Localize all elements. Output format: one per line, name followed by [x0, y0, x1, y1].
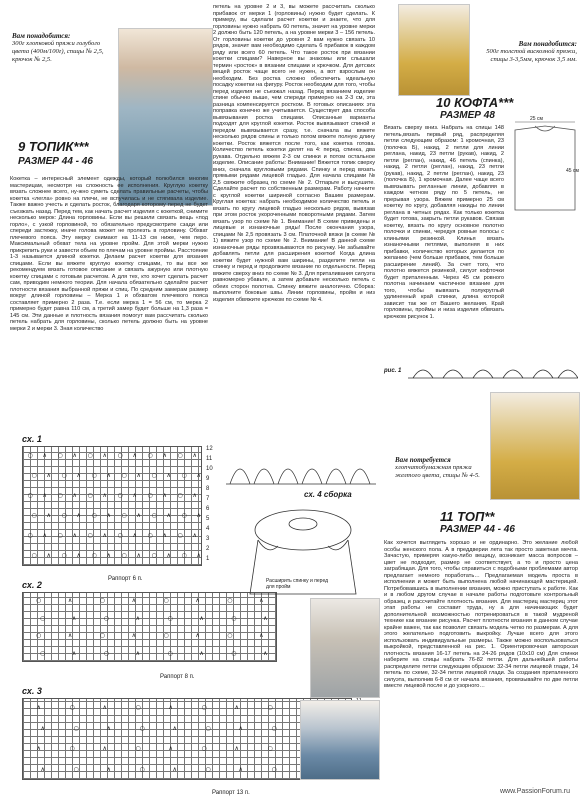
chart-stitch-symbol: ∧ — [259, 632, 264, 640]
chart-stitch-symbol: ○ — [35, 632, 42, 640]
chart-stitch-symbol: ○ — [139, 724, 145, 732]
chart-stitch-symbol: ○ — [61, 472, 67, 479]
chart-stitch-symbol: ○ — [147, 532, 153, 539]
chart-stitch-symbol: ∧ — [168, 745, 173, 753]
chart-row-number: 1 — [206, 556, 210, 562]
chart-row-number: 8 — [206, 486, 210, 492]
chart-stitch-symbol: ○ — [163, 597, 169, 605]
body-kofta10: Вязать сверху вниз. Набрать на спицы 148 петель,вязать первый ряд, распределяя петли следующим образом: 1 кромочная, 23 (полочка Б), накид, 2 петли для линии реглана, накид, 23 петли (рукав), накид, 2 петли (реглан), накид, 46 петель (спинка), накид, 2 петли (реглан), накид, 23 петли (рукав), накид, 2 петли (реглан), накид, 23 (полочка Б), 1 кромочная. Далее чаще всего вывязывать регланные линии, добавляя в каждом четном ряду по 5 петель, не прерывая узора. Вяжем примерно 25 см кокетку по кругу, добавляя накиды по линии реглана в четных рядах. Как только кокетка будет готова, закрыть петли рукавов. Связав кокетку, вязать по кругу основное полотно полочки и спинки, чередуя ровные полосы с клиньями резинкой. Клинья вязать изнаночными петлями, выполняя в них прибавки, количество которых делается по желанию (чем больше прибавок, тем больше расширение линий). За счет того, что полотно вяжется резинкой, силуэт кофточки будет приталенным. Через 45 см ровного полотна начинаем частичное вязание для того, чтобы вывязать полукруглый удлиненный край спинки, длина которой зависит так же от Вашего желания. Край горловины, проймы и низа изделия обвязать крючком рисунок 1. — [384, 125, 504, 320]
chart-stitch-symbol: ∧ — [131, 632, 136, 640]
chart-stitch-symbol: ∧ — [132, 492, 137, 499]
chart-stitch-symbol: ○ — [121, 552, 127, 559]
chart-row-number: 11 — [206, 456, 213, 462]
size-kofta10: РАЗМЕР 48 — [440, 110, 495, 121]
chart-stitch-symbol: ∧ — [199, 649, 204, 657]
chart-stitch-symbol: ∧ — [199, 614, 204, 622]
chart-stitch-symbol: ∧ — [162, 452, 167, 459]
chart-stitch-symbol: ∧ — [72, 452, 77, 459]
chart-stitch-symbol: ∧ — [106, 552, 111, 559]
chart-stitch-symbol: ∧ — [46, 552, 51, 559]
chart-stitch-symbol: ∧ — [131, 597, 136, 605]
chart-stitch-symbol: ○ — [27, 492, 33, 499]
chart2-rapport: Раппорт 8 п. — [160, 674, 195, 680]
chart-stitch-symbol: ∧ — [106, 765, 111, 773]
chart-stitch-symbol: ○ — [91, 512, 97, 519]
chart-stitch-symbol: ○ — [103, 649, 109, 657]
chart-stitch-symbol: ∧ — [172, 765, 177, 773]
chart-stitch-symbol: ○ — [57, 452, 63, 459]
chart-stitch-symbol: ∧ — [76, 472, 81, 479]
chart-stitch-symbol: ∧ — [106, 512, 111, 519]
chart-stitch-symbol: ○ — [103, 614, 109, 622]
chart-stitch-symbol: ○ — [57, 492, 63, 499]
chart3-label: сх. 3 — [22, 686, 42, 696]
chart-stitch-symbol: ∧ — [67, 597, 73, 605]
title-top11: 11 ТОП** — [440, 509, 495, 524]
chart-stitch-symbol: ○ — [227, 632, 233, 640]
body-middle: петель на уровне 2 и 3, вы можете рассчитать сколько прибавок от мерки 1 (горловины) нужно будет сделать. К примеру, вы сделали расчет кокетки и знаете, что для горловины нужно набрать 60 петель, значит на уровне мерки 2 должно быть 120 петель, а на уровне мерки 3 – 156 петель. От горловины кокетки до уровня 2 вам нужно связать 10 рядов, значит вам необходимо сделать 6 прибавок в каждом ряду или всего 60 петель. Что такое росток при вязании кокетки спицами? Наверное вы знакомы или слышали термин «росток» в вязании спицами и крючком. Для детских вещей росток чаще всего не нужен, а вот взрослым он необходим. Без ростка сложно обеспечить идеальную посадку кокетки на фигуру. Росток необходим для того, чтобы перед изделия не съезжал назад. Перед вязанием изделие спине обычно выше, чем спереди примерно на 2-3 см, эта разница компенсируется ростком. В готовых описаниях эта поправка конечно же учитывается. Существует два способа вывязывания ростка спицами. Описанные варианты подходят для круглой кокетки. Росток вывязывают спиной и передом вывязывается сразу, т.е. сначала вы вяжете несколько рядов спины и только потом вяжете полную длину кокетки. Росток вяжется после того, как кокетка готова. Количество петель кокетки делят на 4: перед, спинка, два рукава. Отдельно вяжем 2-3 см спинки и потом остальное изделие. Описание работы: Внимание! Вяжется топик сверху вниз, сначала кругловыми рядами. Спинку и перед вязать прямыми рядами лицевой гладью. Для начала спицами № 2,5 свяжите образец по схеме № 2. Отпарьте и высушите. Сделайте расчет по собственным размерам. Работу начните с круглой кокетки шириной согласно Вашим размерам. Круглая кокетка: набрать необходимое количество петель и вязать по кругу лицевой гладью несколько рядов, вывязав при этом росток укороченными поворотными рядами. Затем вязать узор по схеме № 1. Внимание! В схеме приведены и лицевые и изнаночные ряды! После окончания узора, спицами № 2,5 провязать 3 см. Платочной вязки (в схеме № 1) вяжите узор по схеме № 2. Внимание! В данной схеме изнаночные ряды прозвязываются по рисунку. Не забывайте добавлять петли для расширения кокетки! Когда длина кокетки будет нужной вам ширины, разделите петли на спинку и перед и продолжите вязание по отдельности. Перед вяжите сверху вниз по схеме № 3. Для приталивания силуэта равномерно убавьте, а затем добавьте несколько петель с обеих сторон полотна. Спинку вяжите аналогично. Сборка: выполните боковые швы. Линии горловины, пройм и низ изделия обвяжите крючком по схеме № 4. — [213, 4, 375, 303]
materials-text: 500г толстой вискозной пряжи, спицы 3-3,5мм, крючок 3,5 мм. — [486, 48, 577, 63]
chart-row-number: 9 — [206, 476, 210, 482]
chart-stitch-symbol: ○ — [39, 649, 46, 657]
chart-stitch-symbol: ○ — [135, 745, 141, 753]
chart-stitch-symbol: ∧ — [102, 745, 107, 753]
size-top11: РАЗМЕР 44 - 46 — [440, 524, 515, 535]
chart-stitch-symbol: ∧ — [42, 532, 47, 539]
chart-stitch-symbol: ○ — [167, 649, 173, 657]
fig-label-kofta10: рис. 1 — [384, 368, 402, 374]
chart-stitch-symbol: ∧ — [132, 452, 137, 459]
chart-stitch-symbol: ○ — [177, 532, 183, 539]
chart-stitch-symbol: ∧ — [106, 724, 111, 732]
body-kofta10-cont — [384, 336, 579, 362]
chart-stitch-symbol: ∧ — [238, 724, 243, 732]
chart-stitch-symbol: ∧ — [136, 472, 141, 479]
chart4-label: сх. 4 сборка — [304, 490, 352, 499]
chart-stitch-symbol: ∧ — [172, 724, 177, 732]
chart-stitch-symbol: ∧ — [196, 552, 201, 559]
materials-kofta10 — [472, 40, 577, 64]
chart-stitch-symbol: ∧ — [192, 532, 197, 539]
chart1-label: сх. 1 — [22, 434, 42, 444]
chart-stitch-symbol: ∧ — [238, 765, 243, 773]
chart-stitch-symbol: ○ — [99, 632, 105, 640]
chart3-rapport: Раппорт 13 п. — [212, 790, 250, 796]
materials-heading: Вам потребуется — [395, 456, 451, 464]
chart-stitch-symbol: ∧ — [195, 632, 200, 640]
chart-stitch-symbol: ∧ — [102, 532, 107, 539]
body-top9: Кокетка – интересный элемент одежды, который полюбился многим мастерицам, несмотря на сложность ее исполнения. Круглую кокетку вязать сложнее всего, ну-жно суметь сделать правильные расчеты, чтобы кокетка «легла» ровно на плечи, не вспучилась и не стягивала изделие. Также важно учесть и сделать росток, благодаря которому перед не будет съезжать назад. Перед тем, как начать расчет изделия с кокеткой, снимите несколько мерок: Длина горловины. Если вы решили связать вещь «под горло», с узкой горловиной, то обязательно предусмотрите сзади или спереди застежку, иначе голова может не пролезть в горловину. Обхват плечевого пояса. Эту мерку снимают на 11-13 см ниже, чем перо. Максимальный обхват тела на уровне пройм. Для этой мерки нужно прикрепить руки и завести объем по плечам на уровне проймы. Расстояние 1-3 называется длиной кокетки. Делаем расчет кокетки для вязания спицами. Если вы вяжете круглую кокетку спицами, то вы все же рекомендуем вязать готовое описание и связать ажурную или плотную кокетку спицами с готовым расчетом. А для тех, кто хочет сделать расчет сам, приводим немного теории. Для начала обязательно сделайте расчет плотности вязания выбранной пряжи и спиц. По средним замерам размер вокруг длиной горловины – Мерка 1 и обхватом плечевого пояса составляет примерно 2 раза. Т.е. если мерка 1 = 56 см, то мерка 2 примерно будет равна 110 см, а третий замер будет больше на 1,3 раза = 145 см. Эти данные и плотность вязания помогут вам рассчитать сколько петель набрать для горловины, сколько петель должно быть на уровне мерки 2 и мерки 3. Зная количество — [10, 176, 208, 332]
knitting-chart-1 — [22, 446, 202, 566]
chart-stitch-symbol: ○ — [73, 765, 79, 773]
chart-stitch-symbol: ∧ — [76, 512, 81, 519]
chart-row-number: 4 — [206, 526, 210, 532]
chart-stitch-symbol: ○ — [177, 452, 183, 459]
chart-stitch-symbol: ∧ — [46, 472, 51, 479]
knitting-chart-2 — [22, 592, 277, 662]
chart1-rows — [206, 446, 213, 566]
chart-stitch-symbol: ○ — [267, 704, 273, 712]
chart-stitch-symbol: ○ — [31, 512, 37, 519]
materials-heading: Вам понадобится: — [12, 32, 71, 40]
chart-row-number: 7 — [206, 496, 210, 502]
chart-stitch-symbol: ○ — [151, 552, 157, 559]
materials-top11 — [395, 456, 485, 480]
chart-stitch-symbol: ○ — [181, 552, 187, 559]
chart1-rapport: Раппорт 6 п. — [108, 576, 143, 582]
chart-row-number: 12 — [206, 446, 213, 452]
chart-stitch-symbol: ○ — [99, 597, 105, 605]
dim-top-kofta10: 25 см — [530, 116, 543, 122]
chart-stitch-symbol: ∧ — [234, 745, 239, 753]
photo-top9-detail — [300, 700, 380, 780]
materials-heading: Вам понадобится: — [518, 40, 577, 48]
chart-stitch-symbol: ○ — [27, 452, 33, 459]
photo-top9-back — [310, 598, 380, 698]
photo-kofta10 — [398, 4, 470, 96]
chart-stitch-symbol: ∧ — [263, 614, 268, 622]
chart-stitch-symbol: ∧ — [263, 649, 268, 657]
chart-stitch-symbol: ∧ — [166, 512, 171, 519]
photo-top11 — [490, 392, 580, 500]
chart-stitch-symbol: ∧ — [102, 492, 107, 499]
chart-stitch-symbol: ∧ — [136, 552, 141, 559]
crochet-scheme-4 — [226, 448, 376, 488]
chart1-row-numbers — [206, 446, 213, 566]
chart-stitch-symbol: ○ — [181, 472, 187, 479]
chart-stitch-symbol: ∧ — [135, 649, 140, 657]
chart-stitch-symbol: ○ — [227, 597, 233, 605]
chart-stitch-symbol: ○ — [27, 532, 33, 539]
chart-stitch-symbol: ∧ — [166, 552, 171, 559]
chart-stitch-symbol: ○ — [147, 492, 153, 499]
chart-stitch-symbol: ○ — [87, 452, 93, 459]
chart-stitch-symbol: ○ — [135, 704, 141, 712]
crochet-edging-figure — [408, 360, 578, 382]
chart-stitch-symbol: ○ — [231, 649, 237, 657]
chart-stitch-symbol: ∧ — [106, 472, 111, 479]
chart-stitch-symbol: ∧ — [196, 512, 201, 519]
materials-top9 — [12, 32, 112, 64]
chart-stitch-symbol: ○ — [117, 492, 123, 499]
chart-stitch-symbol: ∧ — [40, 724, 45, 732]
assembly-note: Расширить спинку и перед для пройм — [266, 578, 329, 590]
chart-stitch-symbol: ○ — [177, 492, 183, 499]
chart-stitch-symbol: ○ — [31, 472, 37, 479]
chart-row-number: 6 — [206, 506, 210, 512]
chart-stitch-symbol: ○ — [205, 765, 211, 773]
chart-stitch-symbol: ○ — [73, 724, 79, 732]
chart-stitch-symbol: ○ — [271, 765, 277, 773]
chart-stitch-symbol: ∧ — [259, 597, 264, 605]
chart-stitch-symbol: ○ — [121, 472, 127, 479]
chart-stitch-symbol: ∧ — [168, 704, 173, 712]
chart2-label: сх. 2 — [22, 580, 42, 590]
chart-stitch-symbol: ∧ — [40, 765, 45, 773]
chart-stitch-symbol: ∧ — [72, 532, 77, 539]
chart-stitch-symbol: ○ — [57, 532, 63, 539]
chart-stitch-symbol: ∧ — [234, 704, 239, 712]
chart-stitch-symbol: ○ — [87, 492, 93, 499]
chart-stitch-symbol: ∧ — [71, 614, 77, 622]
title-top9: 9 ТОПИК*** — [18, 139, 89, 154]
chart-stitch-symbol: ○ — [35, 597, 42, 605]
chart-stitch-symbol: ○ — [69, 745, 75, 753]
chart-stitch-symbol: ∧ — [102, 704, 107, 712]
chart-row-number: 5 — [206, 516, 210, 522]
dim-side-kofta10: 45 см — [566, 168, 579, 174]
chart-stitch-symbol: ∧ — [192, 452, 197, 459]
chart-stitch-symbol: ∧ — [162, 492, 167, 499]
chart-stitch-symbol: ○ — [121, 512, 127, 519]
chart-stitch-symbol: ○ — [147, 452, 153, 459]
chart-stitch-symbol: ∧ — [76, 552, 81, 559]
chart-stitch-symbol: ○ — [201, 704, 207, 712]
chart-stitch-symbol: ∧ — [67, 632, 73, 640]
chart-stitch-symbol: ∧ — [102, 452, 107, 459]
chart-stitch-symbol: ∧ — [72, 492, 77, 499]
chart-row-number: 10 — [206, 466, 213, 472]
chart-stitch-symbol: ○ — [167, 614, 173, 622]
chart-stitch-symbol: ○ — [87, 532, 93, 539]
chart-stitch-symbol: ○ — [181, 512, 187, 519]
title-kofta10: 10 КОФТА*** — [436, 95, 514, 110]
chart-stitch-symbol: ∧ — [71, 649, 77, 657]
chart-stitch-symbol: ○ — [117, 452, 123, 459]
site-watermark: www.PassionForum.ru — [500, 788, 571, 795]
chart-stitch-symbol: ○ — [201, 745, 207, 753]
chart-stitch-symbol: ○ — [231, 614, 237, 622]
chart-stitch-symbol: ○ — [39, 614, 46, 622]
size-top9: РАЗМЕР 44 - 46 — [18, 156, 93, 167]
chart-stitch-symbol: ○ — [163, 632, 169, 640]
chart-stitch-symbol: ∧ — [36, 745, 41, 753]
chart-stitch-symbol: ○ — [271, 724, 277, 732]
chart-stitch-symbol: ∧ — [166, 472, 171, 479]
chart-stitch-symbol: ○ — [61, 512, 67, 519]
chart-stitch-symbol: ∧ — [136, 512, 141, 519]
chart-row-number: 3 — [206, 536, 210, 542]
chart-stitch-symbol: ∧ — [192, 492, 197, 499]
chart-stitch-symbol: ∧ — [196, 472, 201, 479]
chart-stitch-symbol: ○ — [205, 724, 211, 732]
chart-stitch-symbol: ○ — [69, 704, 75, 712]
chart-stitch-symbol: ○ — [151, 472, 157, 479]
chart-stitch-symbol: ∧ — [195, 597, 200, 605]
chart-stitch-symbol: ○ — [91, 472, 97, 479]
chart-stitch-symbol: ○ — [31, 552, 37, 559]
chart-stitch-symbol: ∧ — [36, 704, 41, 712]
chart-stitch-symbol: ○ — [151, 512, 157, 519]
chart-stitch-symbol: ∧ — [135, 614, 140, 622]
body-top11: Как хочется выглядеть хорошо и не ординарно. Это желание любой особы женского пола. А в преддверии лета так просто заветная мечта. Зачастую, примеряя какую-либо вещицу, возникает масса вопросов – цвет не подходит, размер не соответствует, а то и просто цена заграбящая. Для того, чтобы справиться с подобными проблемами автор предлагает немного поработать… Предлагаемая модель проста в исполнении и может быть выполнена любой начинающей мастерицей. Потребовавшись в выполнении вязания, можно приступать к работе. Как и в любом другом случае в начале работы подготовьте контрольный образец и рассчитайте плотность вязания. Для мастериц мастериц этот этап работы не составит труда, ну а для начинающих будет дополнительной возможностью потренироваться в такой мудреной технике как вязание рисунка. Расчет плотности вязания в данном случае крайне важен, так как позволит связать модель четко по размерам. А для этого желательно подготовить выкройку. Лучше всего для этого использовать индивидуальные размеры. Также можно воспользоваться выкройкой, представленной на рис. 1. Ориентировочная авторская плотность вязания 16-17 петель на 24-26 рядов (10х10 см) Для спинки наберите на спицы набрать 76-82 петли. Для дальнейшей работы распределите петли следующим образом: 32-34 петли лицевой глади, 14 петель по схеме, 32-34 петли лицевой глади. За создания приталенного силуэта, выполнив 6-8 см от начала вязания, провязывайте по две петли вместе лицевой после и до узорного… — [384, 540, 578, 689]
chart-stitch-symbol: ∧ — [42, 452, 47, 459]
chart-row-number: 2 — [206, 546, 210, 552]
chart-stitch-symbol: ∧ — [162, 532, 167, 539]
chart-stitch-symbol: ○ — [117, 532, 123, 539]
chart-stitch-symbol: ∧ — [46, 512, 51, 519]
chart-stitch-symbol: ○ — [139, 765, 145, 773]
chart-stitch-symbol: ∧ — [132, 532, 137, 539]
chart-stitch-symbol: ∧ — [42, 492, 47, 499]
materials-text: 300г хлопковой пряжи голубого цвета (400м/100г), спицы № 2,5, крючок № 2,5. — [12, 40, 104, 63]
chart-stitch-symbol: ○ — [267, 745, 273, 753]
chart-stitch-symbol: ○ — [91, 552, 97, 559]
chart-stitch-symbol: ○ — [61, 552, 67, 559]
materials-text: хлопчатобумажная пряжа желтого цвета, спицы № 4-5. — [395, 464, 480, 479]
